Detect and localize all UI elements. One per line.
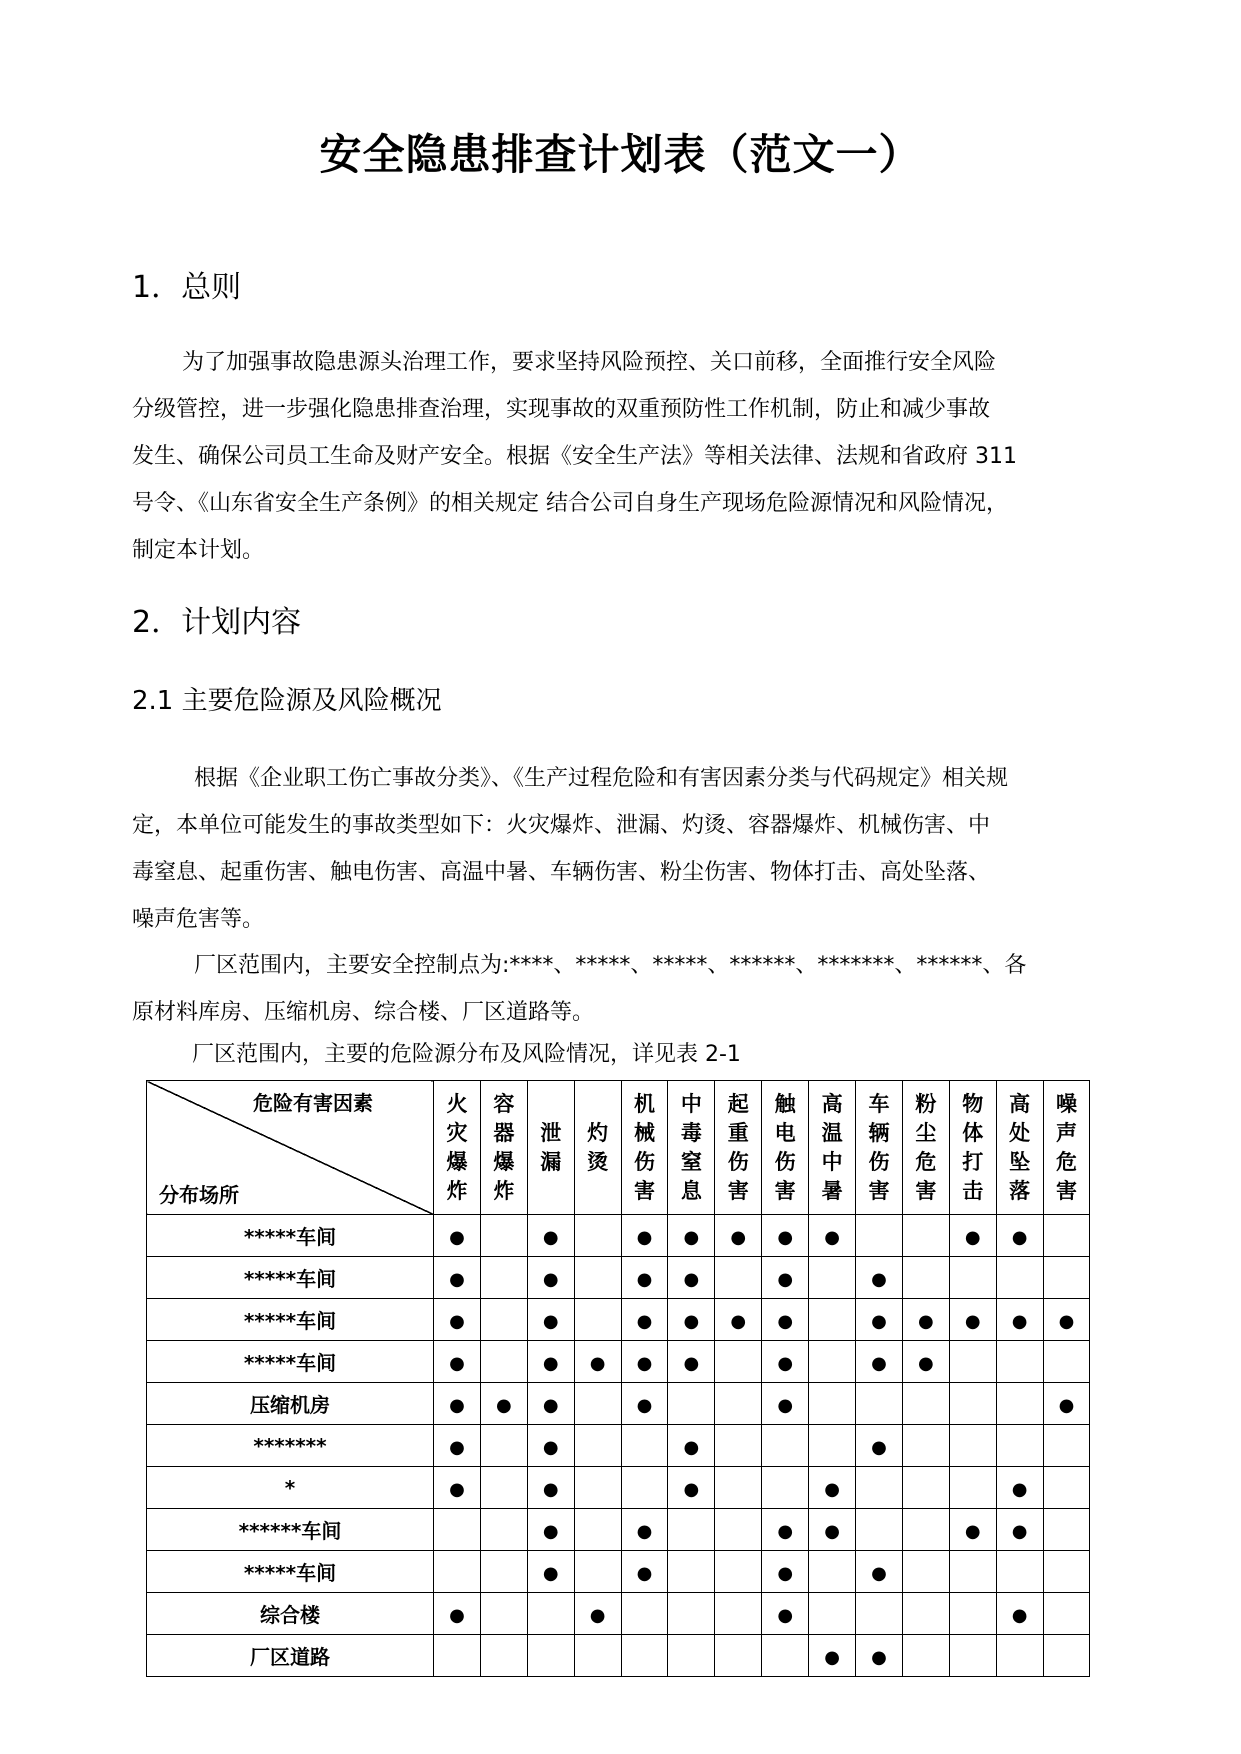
hazard-present-dot: ●	[1011, 1478, 1028, 1500]
location-cell: *******	[147, 1425, 434, 1467]
hazard-mark-cell	[762, 1467, 809, 1509]
hazard-present-dot: ●	[636, 1394, 653, 1416]
hazard-mark-cell	[809, 1215, 856, 1257]
table-header-row	[147, 1081, 1090, 1215]
hazard-header-label: 物体打击	[962, 1091, 984, 1203]
hazard-mark-cell	[574, 1299, 621, 1341]
hazard-mark-cell	[902, 1425, 949, 1467]
hazard-mark-cell	[949, 1299, 996, 1341]
hazard-present-dot: ●	[449, 1310, 465, 1332]
section-1-paragraph	[132, 339, 1112, 574]
hazard-mark-cell	[527, 1383, 574, 1425]
table-row	[147, 1593, 1090, 1635]
paragraph-line: 发生、确保公司员工生命及财产安全。根据《安全生产法》等相关法律、法规和省政府 311	[132, 444, 1017, 469]
hazard-mark-cell	[434, 1467, 481, 1509]
hazard-present-dot: ●	[824, 1226, 840, 1248]
hazard-mark-cell	[1043, 1593, 1090, 1635]
hazard-present-dot: ●	[542, 1352, 559, 1374]
hazard-mark-cell	[668, 1215, 715, 1257]
hazard-header-label: 高温中暑	[821, 1091, 843, 1203]
hazard-mark-cell	[621, 1509, 668, 1551]
hazard-mark-cell	[996, 1257, 1043, 1299]
hazard-mark-cell	[809, 1593, 856, 1635]
hazard-present-dot: ●	[871, 1436, 887, 1458]
table-row	[147, 1509, 1090, 1551]
hazard-mark-cell	[668, 1635, 715, 1677]
hazard-mark-cell	[902, 1215, 949, 1257]
hazard-header-label: 起重伤害	[727, 1091, 749, 1203]
document-title: 安全隐患排查计划表（范文一）	[319, 130, 922, 179]
hazard-header-label: 机械伤害	[634, 1091, 655, 1203]
hazard-present-dot: ●	[683, 1436, 700, 1458]
hazard-mark-cell	[809, 1467, 856, 1509]
hazard-mark-cell	[574, 1467, 621, 1509]
location-cell: 压缩机房	[147, 1383, 434, 1425]
paragraph-line: 制定本计划。	[132, 538, 265, 563]
hazard-mark-cell	[902, 1593, 949, 1635]
hazard-present-dot: ●	[636, 1520, 653, 1542]
hazard-mark-cell	[715, 1467, 762, 1509]
hazard-present-dot: ●	[777, 1604, 794, 1626]
hazard-header-cell	[762, 1081, 809, 1215]
hazard-present-dot: ●	[777, 1394, 794, 1416]
hazard-header-cell	[949, 1081, 996, 1215]
hazard-mark-cell	[809, 1509, 856, 1551]
hazard-mark-cell	[621, 1215, 668, 1257]
hazard-mark-cell	[527, 1299, 574, 1341]
paragraph-line: 原材料库房、压缩机房、综合楼、厂区道路等。	[132, 1000, 595, 1025]
hazard-mark-cell	[434, 1215, 481, 1257]
hazard-mark-cell	[527, 1257, 574, 1299]
table-row	[147, 1299, 1090, 1341]
hazard-mark-cell	[762, 1509, 809, 1551]
hazard-header-cell	[715, 1081, 762, 1215]
hazard-mark-cell	[715, 1425, 762, 1467]
hazard-mark-cell	[1043, 1215, 1090, 1257]
hazard-overview-paragraph	[132, 755, 1112, 943]
hazard-mark-cell	[527, 1593, 574, 1635]
hazard-mark-cell	[715, 1509, 762, 1551]
hazard-distribution-table	[146, 1080, 1090, 1677]
hazard-present-dot: ●	[1011, 1520, 1028, 1542]
paragraph-line: 分级管控，进一步强化隐患排查治理，实现事故的双重预防性工作机制，防止和减少事故	[132, 397, 991, 422]
hazard-present-dot: ●	[871, 1310, 887, 1332]
hazard-mark-cell	[574, 1215, 621, 1257]
hazard-mark-cell	[949, 1425, 996, 1467]
hazard-present-dot: ●	[542, 1520, 559, 1542]
hazard-mark-cell	[621, 1299, 668, 1341]
hazard-mark-cell	[574, 1257, 621, 1299]
paragraph-line: 厂区范围内，主要安全控制点为:****、*****、*****、******、*******、******、各	[194, 953, 1027, 978]
hazard-mark-cell	[1043, 1341, 1090, 1383]
hazard-mark-cell	[715, 1341, 762, 1383]
hazard-mark-cell	[527, 1509, 574, 1551]
hazard-mark-cell	[434, 1551, 481, 1593]
hazard-present-dot: ●	[636, 1352, 653, 1374]
hazard-mark-cell	[480, 1299, 527, 1341]
hazard-mark-cell	[480, 1509, 527, 1551]
hazard-mark-cell	[996, 1215, 1043, 1257]
table-row	[147, 1551, 1090, 1593]
hazard-mark-cell	[715, 1551, 762, 1593]
hazard-mark-cell	[1043, 1509, 1090, 1551]
hazard-mark-cell	[434, 1593, 481, 1635]
hazard-mark-cell	[902, 1257, 949, 1299]
hazard-present-dot: ●	[1011, 1310, 1028, 1332]
hazard-present-dot: ●	[683, 1310, 700, 1332]
hazard-header-cell	[809, 1081, 856, 1215]
hazard-present-dot: ●	[964, 1226, 981, 1248]
paragraph-line: 号令、《山东省安全生产条例》的相关规定 结合公司自身生产现场危险源情况和风险情况，	[132, 491, 1008, 516]
hazard-present-dot: ●	[777, 1310, 794, 1332]
hazard-mark-cell	[668, 1467, 715, 1509]
hazard-present-dot: ●	[871, 1562, 887, 1584]
hazard-present-dot: ●	[636, 1226, 653, 1248]
hazard-present-dot: ●	[542, 1478, 559, 1500]
hazard-present-dot: ●	[589, 1604, 606, 1626]
hazard-mark-cell	[902, 1341, 949, 1383]
hazard-mark-cell	[480, 1257, 527, 1299]
hazard-mark-cell	[434, 1383, 481, 1425]
hazard-mark-cell	[809, 1635, 856, 1677]
hazard-mark-cell	[856, 1383, 903, 1425]
hazard-mark-cell	[434, 1299, 481, 1341]
hazard-mark-cell	[480, 1593, 527, 1635]
hazard-header-cell	[480, 1081, 527, 1215]
hazard-mark-cell	[996, 1425, 1043, 1467]
hazard-present-dot: ●	[777, 1562, 794, 1584]
hazard-mark-cell	[856, 1467, 903, 1509]
hazard-present-dot: ●	[1058, 1310, 1075, 1332]
hazard-header-label: 中毒窒息	[680, 1091, 702, 1203]
hazard-present-dot: ●	[871, 1268, 887, 1290]
hazard-mark-cell	[762, 1341, 809, 1383]
hazard-mark-cell	[434, 1341, 481, 1383]
hazard-present-dot: ●	[636, 1268, 653, 1290]
hazard-mark-cell	[715, 1635, 762, 1677]
hazard-mark-cell	[668, 1509, 715, 1551]
hazard-present-dot: ●	[589, 1352, 606, 1374]
table-row	[147, 1425, 1090, 1467]
hazard-mark-cell	[480, 1341, 527, 1383]
hazard-mark-cell	[434, 1635, 481, 1677]
hazard-mark-cell	[949, 1509, 996, 1551]
hazard-mark-cell	[621, 1425, 668, 1467]
hazard-present-dot: ●	[917, 1352, 934, 1374]
hazard-present-dot: ●	[636, 1562, 653, 1584]
hazard-present-dot: ●	[824, 1646, 840, 1668]
hazard-present-dot: ●	[542, 1436, 559, 1458]
paragraph-line: 毒窒息、起重伤害、触电伤害、高温中暑、车辆伤害、粉尘伤害、物体打击、高处坠落、	[132, 860, 991, 885]
table-row	[147, 1215, 1090, 1257]
hazard-mark-cell	[574, 1383, 621, 1425]
hazard-header-label: 容器爆炸	[493, 1091, 515, 1203]
hazard-present-dot: ●	[449, 1436, 465, 1458]
hazard-mark-cell	[809, 1341, 856, 1383]
hazard-mark-cell	[527, 1425, 574, 1467]
hazard-mark-cell	[480, 1635, 527, 1677]
paragraph-line: 根据《企业职工伤亡事故分类》、《生产过程危险和有害因素分类与代码规定》相关规	[194, 766, 1009, 791]
hazard-mark-cell	[762, 1425, 809, 1467]
hazard-present-dot: ●	[730, 1226, 747, 1248]
hazard-mark-cell	[762, 1215, 809, 1257]
hazard-mark-cell	[668, 1425, 715, 1467]
hazard-present-dot: ●	[542, 1562, 559, 1584]
hazard-present-dot: ●	[777, 1520, 794, 1542]
hazard-mark-cell	[1043, 1467, 1090, 1509]
hazard-mark-cell	[715, 1215, 762, 1257]
hazard-present-dot: ●	[824, 1520, 840, 1542]
hazard-mark-cell	[902, 1551, 949, 1593]
hazard-present-dot: ●	[449, 1226, 465, 1248]
hazard-mark-cell	[668, 1299, 715, 1341]
hazard-mark-cell	[621, 1341, 668, 1383]
hazard-mark-cell	[949, 1593, 996, 1635]
hazard-mark-cell	[902, 1509, 949, 1551]
hazard-mark-cell	[809, 1383, 856, 1425]
hazard-mark-cell	[996, 1383, 1043, 1425]
hazard-mark-cell	[621, 1551, 668, 1593]
paragraph-line: 定，本单位可能发生的事故类型如下：火灾爆炸、泄漏、灼烫、容器爆炸、机械伤害、中	[132, 813, 991, 838]
hazard-present-dot: ●	[1058, 1394, 1075, 1416]
hazard-mark-cell	[527, 1635, 574, 1677]
hazard-header-label: 车辆伤害	[868, 1091, 890, 1203]
hazard-mark-cell	[668, 1383, 715, 1425]
hazard-mark-cell	[621, 1467, 668, 1509]
hazard-mark-cell	[668, 1341, 715, 1383]
hazard-mark-cell	[574, 1635, 621, 1677]
hazard-present-dot: ●	[871, 1352, 887, 1374]
hazard-mark-cell	[856, 1593, 903, 1635]
paragraph-line: 为了加强事故隐患源头治理工作，要求坚持风险预控、关口前移，全面推行安全风险	[182, 350, 997, 375]
hazard-mark-cell	[574, 1341, 621, 1383]
hazard-present-dot: ●	[1011, 1226, 1028, 1248]
hazard-mark-cell	[902, 1383, 949, 1425]
hazard-present-dot: ●	[964, 1520, 981, 1542]
hazard-mark-cell	[1043, 1257, 1090, 1299]
hazard-mark-cell	[902, 1299, 949, 1341]
hazard-present-dot: ●	[777, 1268, 794, 1290]
hazard-header-label: 火灾爆炸	[446, 1091, 468, 1203]
location-cell: *****车间	[147, 1299, 434, 1341]
hazard-mark-cell	[809, 1425, 856, 1467]
hazard-mark-cell	[574, 1593, 621, 1635]
hazard-mark-cell	[949, 1215, 996, 1257]
hazard-mark-cell	[434, 1425, 481, 1467]
hazard-mark-cell	[949, 1551, 996, 1593]
hazard-header-label: 噪声危害	[1056, 1091, 1078, 1203]
hazard-mark-cell	[480, 1551, 527, 1593]
section-1-heading: 1．总则	[132, 270, 242, 305]
hazard-mark-cell	[762, 1551, 809, 1593]
hazard-mark-cell	[809, 1551, 856, 1593]
hazard-header-cell	[668, 1081, 715, 1215]
hazard-mark-cell	[996, 1551, 1043, 1593]
hazard-mark-cell	[762, 1383, 809, 1425]
hazard-present-dot: ●	[449, 1268, 465, 1290]
location-cell: 综合楼	[147, 1593, 434, 1635]
hazard-header-cell	[574, 1081, 621, 1215]
hazard-mark-cell	[949, 1383, 996, 1425]
hazard-present-dot: ●	[683, 1226, 700, 1248]
hazard-mark-cell	[856, 1257, 903, 1299]
hazard-mark-cell	[856, 1215, 903, 1257]
hazard-present-dot: ●	[542, 1268, 559, 1290]
hazard-mark-cell	[996, 1635, 1043, 1677]
hazard-header-cell	[856, 1081, 903, 1215]
hazard-mark-cell	[949, 1467, 996, 1509]
hazard-present-dot: ●	[542, 1310, 559, 1332]
hazard-mark-cell	[996, 1341, 1043, 1383]
hazard-header-cell	[434, 1081, 481, 1215]
hazard-mark-cell	[480, 1215, 527, 1257]
location-label: 分布场所	[159, 1183, 239, 1207]
paragraph-line: 噪声危害等。	[132, 907, 265, 932]
hazard-present-dot: ●	[1011, 1604, 1028, 1626]
hazard-mark-cell	[480, 1425, 527, 1467]
hazard-mark-cell	[996, 1509, 1043, 1551]
hazard-factor-label: 危险有害因素	[253, 1091, 373, 1115]
hazard-mark-cell	[902, 1467, 949, 1509]
hazard-mark-cell	[527, 1467, 574, 1509]
section-2-heading: 2．计划内容	[132, 605, 302, 640]
hazard-header-label: 灼烫	[587, 1120, 609, 1174]
hazard-present-dot: ●	[777, 1226, 794, 1248]
hazard-mark-cell	[809, 1257, 856, 1299]
hazard-mark-cell	[949, 1257, 996, 1299]
table-caption: 厂区范围内，主要的危险源分布及风险情况，详见表 2-1	[192, 1042, 741, 1067]
corner-header-cell	[147, 1081, 434, 1215]
hazard-mark-cell	[527, 1215, 574, 1257]
table-row	[147, 1257, 1090, 1299]
hazard-mark-cell	[621, 1257, 668, 1299]
hazard-mark-cell	[949, 1635, 996, 1677]
hazard-mark-cell	[621, 1383, 668, 1425]
hazard-present-dot: ●	[777, 1352, 794, 1374]
hazard-mark-cell	[1043, 1299, 1090, 1341]
hazard-mark-cell	[715, 1299, 762, 1341]
hazard-mark-cell	[668, 1593, 715, 1635]
control-points-paragraph	[132, 942, 1112, 1036]
hazard-mark-cell	[996, 1593, 1043, 1635]
hazard-mark-cell	[809, 1299, 856, 1341]
hazard-header-label: 高处坠落	[1009, 1091, 1031, 1203]
hazard-mark-cell	[762, 1257, 809, 1299]
hazard-header-label: 触电伤害	[774, 1091, 796, 1203]
hazard-present-dot: ●	[542, 1226, 559, 1248]
hazard-mark-cell	[856, 1551, 903, 1593]
hazard-header-cell	[902, 1081, 949, 1215]
hazard-mark-cell	[856, 1341, 903, 1383]
hazard-mark-cell	[480, 1383, 527, 1425]
location-cell: *****车间	[147, 1341, 434, 1383]
table-row	[147, 1635, 1090, 1677]
location-cell: *****车间	[147, 1215, 434, 1257]
hazard-present-dot: ●	[683, 1268, 700, 1290]
hazard-mark-cell	[621, 1593, 668, 1635]
location-cell: 厂区道路	[147, 1635, 434, 1677]
hazard-present-dot: ●	[730, 1310, 747, 1332]
hazard-mark-cell	[856, 1425, 903, 1467]
hazard-mark-cell	[762, 1593, 809, 1635]
hazard-mark-cell	[762, 1635, 809, 1677]
hazard-mark-cell	[668, 1257, 715, 1299]
hazard-present-dot: ●	[683, 1478, 700, 1500]
hazard-mark-cell	[434, 1257, 481, 1299]
hazard-present-dot: ●	[871, 1646, 887, 1668]
hazard-mark-cell	[949, 1341, 996, 1383]
table-row	[147, 1341, 1090, 1383]
hazard-present-dot: ●	[824, 1478, 840, 1500]
hazard-mark-cell	[856, 1635, 903, 1677]
hazard-mark-cell	[996, 1299, 1043, 1341]
hazard-header-label: 粉尘危害	[915, 1091, 937, 1203]
location-cell: *	[147, 1467, 434, 1509]
hazard-mark-cell	[1043, 1635, 1090, 1677]
hazard-mark-cell	[762, 1299, 809, 1341]
hazard-mark-cell	[527, 1341, 574, 1383]
hazard-mark-cell	[480, 1467, 527, 1509]
hazard-mark-cell	[715, 1593, 762, 1635]
hazard-present-dot: ●	[449, 1352, 465, 1374]
hazard-mark-cell	[856, 1509, 903, 1551]
hazard-mark-cell	[574, 1509, 621, 1551]
hazard-mark-cell	[574, 1551, 621, 1593]
hazard-mark-cell	[1043, 1551, 1090, 1593]
hazard-header-cell	[1043, 1081, 1090, 1215]
hazard-present-dot: ●	[683, 1352, 700, 1374]
hazard-mark-cell	[996, 1467, 1043, 1509]
hazard-header-cell	[621, 1081, 668, 1215]
hazard-mark-cell	[668, 1551, 715, 1593]
hazard-mark-cell	[856, 1299, 903, 1341]
location-cell: *****车间	[147, 1257, 434, 1299]
hazard-header-cell	[527, 1081, 574, 1215]
hazard-mark-cell	[902, 1635, 949, 1677]
hazard-present-dot: ●	[542, 1394, 559, 1416]
hazard-mark-cell	[527, 1551, 574, 1593]
hazard-present-dot: ●	[449, 1478, 465, 1500]
hazard-present-dot: ●	[449, 1394, 465, 1416]
hazard-mark-cell	[715, 1383, 762, 1425]
hazard-mark-cell	[621, 1635, 668, 1677]
hazard-mark-cell	[715, 1257, 762, 1299]
hazard-mark-cell	[1043, 1383, 1090, 1425]
hazard-present-dot: ●	[636, 1310, 653, 1332]
hazard-mark-cell	[574, 1425, 621, 1467]
hazard-mark-cell	[1043, 1425, 1090, 1467]
hazard-mark-cell	[434, 1509, 481, 1551]
table-row	[147, 1383, 1090, 1425]
hazard-header-cell	[996, 1081, 1043, 1215]
hazard-present-dot: ●	[449, 1604, 465, 1626]
location-cell: *****车间	[147, 1551, 434, 1593]
section-2-1-heading: 2.1 主要危险源及风险概况	[132, 686, 442, 716]
table-row	[147, 1467, 1090, 1509]
hazard-present-dot: ●	[495, 1394, 512, 1416]
hazard-present-dot: ●	[964, 1310, 981, 1332]
location-cell: ******车间	[147, 1509, 434, 1551]
hazard-header-label: 泄漏	[540, 1120, 562, 1174]
hazard-present-dot: ●	[917, 1310, 934, 1332]
